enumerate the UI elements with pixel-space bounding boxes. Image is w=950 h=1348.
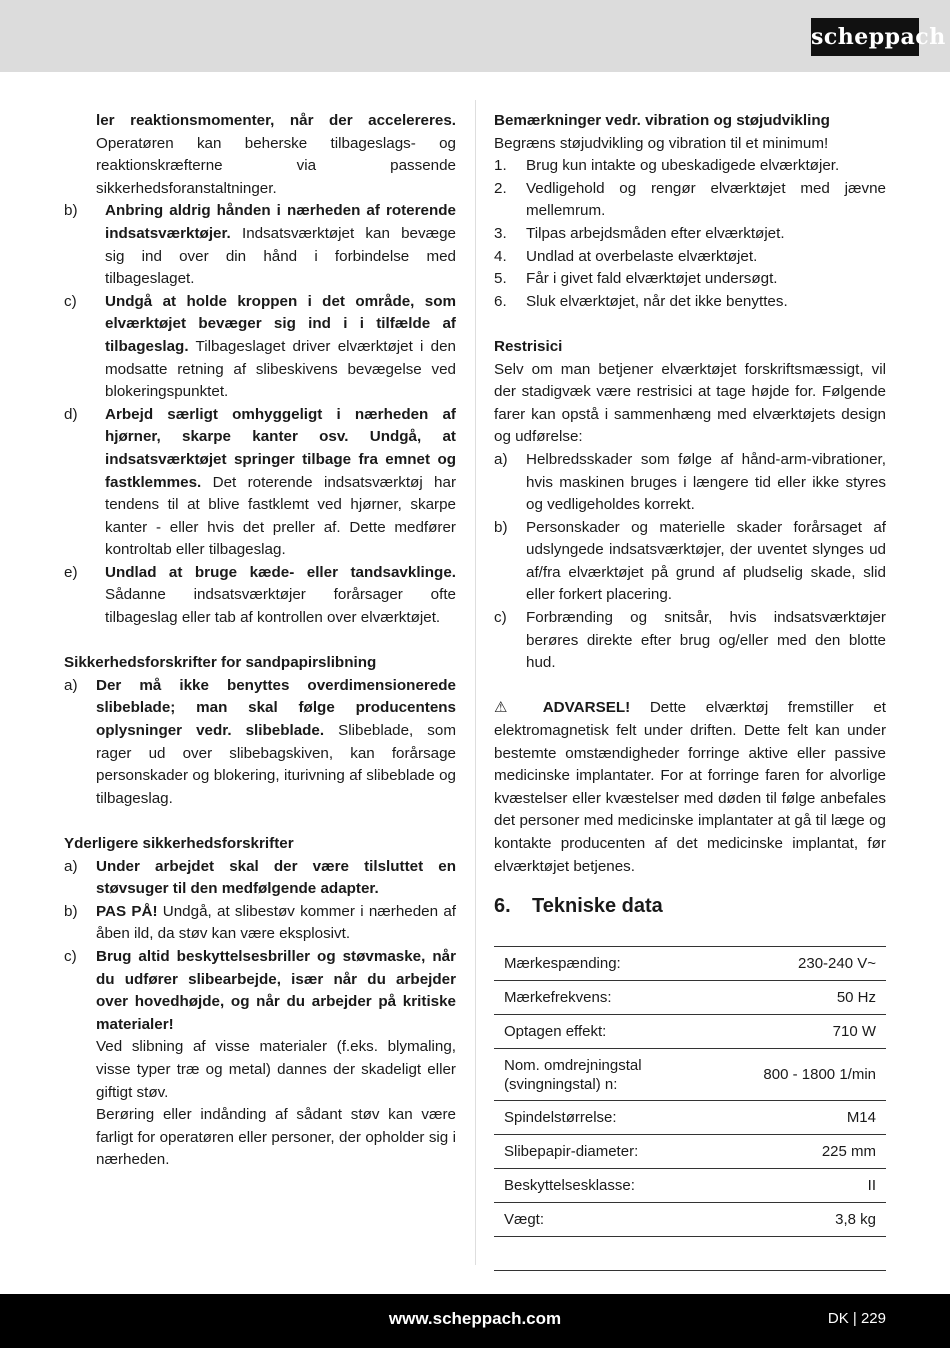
table-row: [494, 1015, 886, 1049]
list-item: [494, 607, 886, 675]
item-label: c): [494, 609, 507, 627]
tech-number: 6.: [494, 895, 511, 918]
item-bold: Der må ikke benyttes overdimensionerede slibeblade; man skal følge producentens oplysninger vedr. slibeblade.: [96, 676, 456, 740]
item-text: Vedligehold og rengør elværktøjet med jævne mellemrum.: [526, 179, 886, 220]
item-bold: PAS PÅ!: [96, 902, 158, 920]
item-text: Indsatsværktøjet kan bevæge sig ind over din hånd i forbindelse med tilbageslaget.: [105, 224, 456, 288]
item-label: b): [64, 202, 78, 220]
warning-paragraph: [494, 697, 886, 878]
row-value: 710 W: [704, 1015, 886, 1049]
item-label: d): [64, 405, 78, 423]
item-label: a): [64, 676, 78, 694]
item-bold: Undgå at holde kroppen i det område, som elværktøjet bevæger sig ind i i tilfælde af tilbageslag.: [105, 292, 456, 355]
list-item: [64, 291, 456, 404]
vibration-intro: Begræns støjudvikling og vibration til et minimum!: [494, 134, 829, 152]
table-row: [494, 1169, 886, 1203]
row-label: Vægt:: [494, 1203, 704, 1237]
item-label: 4.: [494, 247, 507, 265]
row-label: Slibepapir-diameter:: [494, 1135, 704, 1169]
header-bar: [0, 0, 950, 72]
item-label: 3.: [494, 224, 507, 242]
page-number: DK | 229: [827, 1310, 886, 1327]
list-item: [494, 223, 886, 246]
tech-heading: [494, 892, 886, 920]
item-text: Får i givet fald elværktøjet undersøgt.: [526, 270, 778, 288]
table-row: [494, 947, 886, 981]
row-value: 225 mm: [704, 1135, 886, 1169]
further-c-paragraph-1: Ved slibning af visse materialer (f.eks. blymaling, visse typer træ og metal) dannes der skadeligt eller giftigt støv.: [96, 1038, 456, 1101]
row-value: II: [704, 1169, 886, 1203]
row-label: Optagen effekt:: [494, 1015, 704, 1049]
list-item: [494, 155, 886, 178]
list-item: [494, 517, 886, 607]
item-text: Sådanne indsatsværktøjer forårsager ofte tilbageslag eller tab af kontrollen over elværktøjet.: [105, 586, 456, 627]
row-value: 230-240 V~: [704, 947, 886, 981]
item-label: 6.: [494, 292, 507, 310]
list-item: [494, 449, 886, 517]
intro-paragraph: [64, 110, 456, 200]
row-value: M14: [704, 1101, 886, 1135]
table-row: [494, 1135, 886, 1169]
item-bold: Under arbejdet skal der være tilsluttet en støvsuger til den medfølgende adapter.: [96, 857, 456, 898]
item-label: e): [64, 563, 78, 581]
scheppach-logo: scheppach: [811, 18, 919, 56]
item-label: a): [64, 857, 78, 875]
table-row: [494, 981, 886, 1015]
table-row: [494, 1203, 886, 1237]
warning-text: Dette elværktøj fremstiller et elektromagnetisk felt under driften. Dette felt kan under bestemte omstændigheder forringe aktive eller passive medicinske implantater. For at forringe faren for alvorlige kvæstelser eller kvæstelser med døden til følge anbefales det personer med medicinske implantater at gå til læge og kontakte producenten af det medicinske implantat, før elværktøjet betjenes.: [494, 699, 886, 875]
warning-icon: ⚠: [494, 699, 524, 717]
list-item: [494, 178, 886, 223]
risk-heading: Restrisici: [494, 337, 563, 355]
item-label: c): [64, 947, 77, 965]
row-value: 50 Hz: [704, 981, 886, 1015]
item-bold: Brug altid beskyttelsesbriller og støvmaske, når du udfører slibearbejde, især når du arbejder over hovedhøjde, og når du arbejder på kritiske materialer!: [96, 947, 456, 1033]
item-text: Undlad at overbelaste elværktøjet.: [526, 247, 758, 265]
item-text: Slibeblade, som rager ud over slibebagskiven, kan forårsage personskader og blokering, iturivning af slibeblade og tilbageslag.: [96, 722, 456, 807]
item-label: 2.: [494, 179, 507, 197]
item-bold: Anbring aldrig hånden i nærheden af roterende indsatsværktøjer.: [105, 202, 456, 242]
intro-text: Operatøren kan beherske tilbageslags- og reaktionskræfterne via passende sikkerhedsforanstaltninger.: [96, 134, 456, 197]
footer-url[interactable]: www.scheppach.com: [388, 1309, 562, 1328]
item-label: b): [64, 902, 78, 920]
list-item: [64, 200, 456, 290]
item-label: 5.: [494, 270, 507, 288]
item-text: Personskader og materielle skader forårsaget af udslyngede indsatsværktøjer, der uventet slynges ud af/fra elværktøjet på grund af pludselig skade, slid eller forkert placering.: [526, 518, 886, 604]
item-text: Det roterende indsatsværktøj har tendens til at blive fastklemt ved hjørner, skarpe kanter - eller hvis det preller af. Dette medfører kontroltab eller tilbageslag.: [105, 473, 456, 559]
item-text: Tilpas arbejdsmåden efter elværktøjet.: [526, 224, 785, 242]
list-item: [494, 268, 886, 291]
item-text: Forbrænding og snitsår, hvis indsatsværktøjer berøres direkte efter brug og/eller med den blotte hud.: [526, 609, 886, 672]
row-label: Beskyttelsesklasse:: [494, 1169, 704, 1203]
item-text: Sluk elværktøjet, når det ikke benyttes.: [526, 292, 788, 310]
list-item: [494, 291, 886, 314]
list-item: [64, 901, 456, 946]
risk-intro: Selv om man betjener elværktøjet forskriftsmæssigt, vil der stadigvæk være restrisici at tage højde for. Følgende farer kan opstå i sammenhæng med elværktøjets design og udførelse:: [494, 360, 886, 446]
tech-title: Tekniske data: [532, 895, 663, 918]
intro-bold: ler reaktionsmomenter, når der accelereres.: [96, 112, 456, 129]
row-label: Mærkespænding:: [494, 947, 704, 981]
item-label: c): [64, 292, 77, 310]
table-row: [494, 1101, 886, 1135]
sandpaper-heading: Sikkerhedsforskrifter for sandpapirslibning: [64, 654, 377, 672]
list-item: [64, 562, 456, 630]
further-c-paragraph-2: Berøring eller indånding af sådant støv kan være farligt for operatøren eller personer, der opholder sig i nærheden.: [96, 1106, 456, 1169]
list-item: [64, 675, 456, 811]
row-label: Mærkefrekvens:: [494, 981, 704, 1015]
item-text: Brug kun intakte og ubeskadigede elværktøjer.: [526, 157, 840, 175]
row-value: 800 - 1800 1/min: [704, 1049, 886, 1101]
vibration-heading: Bemærkninger vedr. vibration og støjudvikling: [494, 112, 830, 129]
list-item: [64, 404, 456, 562]
warning-bold: ADVARSEL!: [542, 699, 631, 717]
row-value: 3,8 kg: [704, 1203, 886, 1237]
item-text: Tilbageslaget driver elværktøjet i den modsatte retning af slibeskivens bevægelse ved blokeringspunktet.: [105, 337, 456, 401]
row-label: Nom. omdrejningstal (svingningstal) n:: [494, 1049, 704, 1101]
row-label: Spindelstørrelse:: [494, 1101, 704, 1135]
tech-table: [494, 946, 886, 1271]
item-text: Helbredsskader som følge af hånd-arm-vibrationer, hvis maskinen bruges i længere tid eller ikke styres og vedligeholdes korrekt.: [526, 450, 886, 514]
column-divider: [475, 100, 476, 1265]
item-label: b): [494, 518, 508, 536]
footer-bar: [0, 1294, 950, 1348]
further-heading: Yderligere sikkerhedsforskrifter: [64, 835, 294, 852]
item-label: a): [494, 450, 508, 468]
item-text: Undgå, at slibestøv kommer i nærheden af åben ild, da støv kan være eksplosivt.: [96, 902, 456, 943]
table-row-empty: [494, 1237, 886, 1271]
item-bold: Undlad at bruge kæde- eller tandsavklinge.: [105, 563, 456, 581]
list-item: [64, 946, 456, 1036]
list-item: [494, 246, 886, 269]
list-item: [64, 856, 456, 901]
item-bold: Arbejd særligt omhyggeligt i nærheden af hjørner, skarpe kanter osv. Undgå, at indsatsværktøjet springer tilbage fra emnet og fastklemmes.: [105, 405, 456, 491]
table-row: [494, 1049, 886, 1101]
item-label: 1.: [494, 157, 507, 175]
left-column: [64, 110, 456, 1172]
right-column: [494, 110, 886, 1271]
